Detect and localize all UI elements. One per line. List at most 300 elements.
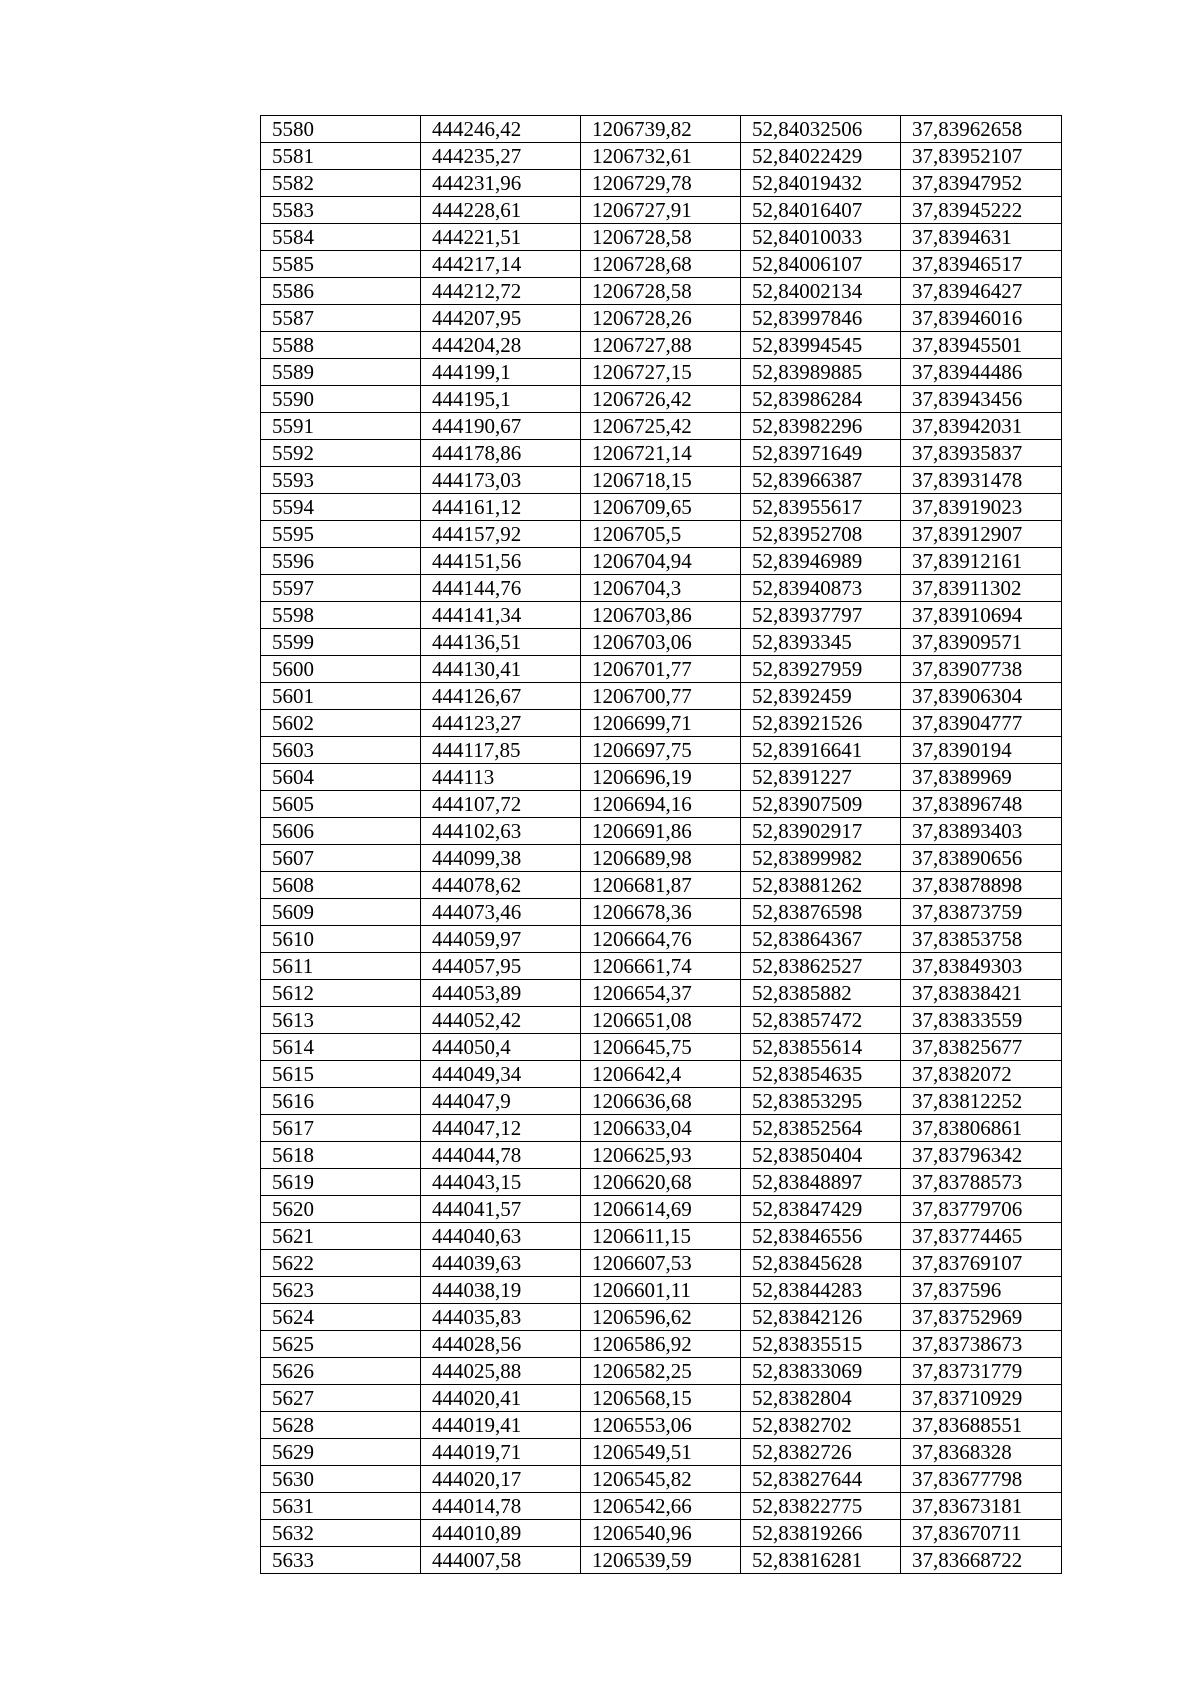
point-number-cell: 5595 <box>261 521 421 548</box>
table-row <box>261 1385 1062 1412</box>
longitude-cell: 37,83769107 <box>901 1250 1062 1277</box>
table-row <box>261 953 1062 980</box>
longitude-cell: 37,83952107 <box>901 143 1062 170</box>
x-coordinate-cell: 444144,76 <box>421 575 581 602</box>
latitude-cell: 52,8382804 <box>741 1385 901 1412</box>
point-number-cell: 5612 <box>261 980 421 1007</box>
x-coordinate-cell: 444028,56 <box>421 1331 581 1358</box>
y-coordinate-cell: 1206651,08 <box>581 1007 741 1034</box>
point-number-cell: 5598 <box>261 602 421 629</box>
latitude-cell: 52,84022429 <box>741 143 901 170</box>
latitude-cell: 52,8382726 <box>741 1439 901 1466</box>
point-number-cell: 5608 <box>261 872 421 899</box>
point-number-cell: 5592 <box>261 440 421 467</box>
latitude-cell: 52,83982296 <box>741 413 901 440</box>
point-number-cell: 5621 <box>261 1223 421 1250</box>
longitude-cell: 37,83944486 <box>901 359 1062 386</box>
latitude-cell: 52,83946989 <box>741 548 901 575</box>
longitude-cell: 37,83931478 <box>901 467 1062 494</box>
x-coordinate-cell: 444117,85 <box>421 737 581 764</box>
table-row <box>261 1493 1062 1520</box>
table-row <box>261 1547 1062 1574</box>
x-coordinate-cell: 444102,63 <box>421 818 581 845</box>
longitude-cell: 37,83893403 <box>901 818 1062 845</box>
point-number-cell: 5602 <box>261 710 421 737</box>
table-row <box>261 629 1062 656</box>
table-row <box>261 1331 1062 1358</box>
latitude-cell: 52,83827644 <box>741 1466 901 1493</box>
table-row <box>261 143 1062 170</box>
latitude-cell: 52,83937797 <box>741 602 901 629</box>
y-coordinate-cell: 1206739,82 <box>581 116 741 143</box>
longitude-cell: 37,83796342 <box>901 1142 1062 1169</box>
longitude-cell: 37,83962658 <box>901 116 1062 143</box>
longitude-cell: 37,83912907 <box>901 521 1062 548</box>
table-row <box>261 818 1062 845</box>
x-coordinate-cell: 444050,4 <box>421 1034 581 1061</box>
longitude-cell: 37,83946427 <box>901 278 1062 305</box>
longitude-cell: 37,83670711 <box>901 1520 1062 1547</box>
x-coordinate-cell: 444113 <box>421 764 581 791</box>
longitude-cell: 37,83946517 <box>901 251 1062 278</box>
table-row <box>261 926 1062 953</box>
y-coordinate-cell: 1206664,76 <box>581 926 741 953</box>
longitude-cell: 37,83946016 <box>901 305 1062 332</box>
longitude-cell: 37,83904777 <box>901 710 1062 737</box>
longitude-cell: 37,83838421 <box>901 980 1062 1007</box>
latitude-cell: 52,83854635 <box>741 1061 901 1088</box>
latitude-cell: 52,83816281 <box>741 1547 901 1574</box>
y-coordinate-cell: 1206636,68 <box>581 1088 741 1115</box>
x-coordinate-cell: 444221,51 <box>421 224 581 251</box>
table-row <box>261 1304 1062 1331</box>
table-row <box>261 1520 1062 1547</box>
longitude-cell: 37,83947952 <box>901 170 1062 197</box>
point-number-cell: 5591 <box>261 413 421 440</box>
table-row <box>261 413 1062 440</box>
y-coordinate-cell: 1206727,91 <box>581 197 741 224</box>
y-coordinate-cell: 1206704,94 <box>581 548 741 575</box>
y-coordinate-cell: 1206703,06 <box>581 629 741 656</box>
y-coordinate-cell: 1206611,15 <box>581 1223 741 1250</box>
y-coordinate-cell: 1206721,14 <box>581 440 741 467</box>
y-coordinate-cell: 1206732,61 <box>581 143 741 170</box>
y-coordinate-cell: 1206620,68 <box>581 1169 741 1196</box>
longitude-cell: 37,8390194 <box>901 737 1062 764</box>
latitude-cell: 52,83927959 <box>741 656 901 683</box>
longitude-cell: 37,83710929 <box>901 1385 1062 1412</box>
latitude-cell: 52,83864367 <box>741 926 901 953</box>
y-coordinate-cell: 1206681,87 <box>581 872 741 899</box>
longitude-cell: 37,8382072 <box>901 1061 1062 1088</box>
y-coordinate-cell: 1206727,88 <box>581 332 741 359</box>
longitude-cell: 37,83910694 <box>901 602 1062 629</box>
x-coordinate-cell: 444204,28 <box>421 332 581 359</box>
longitude-cell: 37,83833559 <box>901 1007 1062 1034</box>
latitude-cell: 52,83857472 <box>741 1007 901 1034</box>
y-coordinate-cell: 1206645,75 <box>581 1034 741 1061</box>
point-number-cell: 5624 <box>261 1304 421 1331</box>
x-coordinate-cell: 444047,12 <box>421 1115 581 1142</box>
longitude-cell: 37,83909571 <box>901 629 1062 656</box>
x-coordinate-cell: 444246,42 <box>421 116 581 143</box>
latitude-cell: 52,83899982 <box>741 845 901 872</box>
point-number-cell: 5619 <box>261 1169 421 1196</box>
x-coordinate-cell: 444039,63 <box>421 1250 581 1277</box>
coordinates-table-body <box>261 116 1062 1574</box>
latitude-cell: 52,83994545 <box>741 332 901 359</box>
table-row <box>261 467 1062 494</box>
y-coordinate-cell: 1206596,62 <box>581 1304 741 1331</box>
table-row <box>261 1196 1062 1223</box>
longitude-cell: 37,83812252 <box>901 1088 1062 1115</box>
table-row <box>261 197 1062 224</box>
longitude-cell: 37,8389969 <box>901 764 1062 791</box>
y-coordinate-cell: 1206728,58 <box>581 278 741 305</box>
point-number-cell: 5616 <box>261 1088 421 1115</box>
latitude-cell: 52,83997846 <box>741 305 901 332</box>
latitude-cell: 52,84010033 <box>741 224 901 251</box>
y-coordinate-cell: 1206642,4 <box>581 1061 741 1088</box>
latitude-cell: 52,83989885 <box>741 359 901 386</box>
y-coordinate-cell: 1206704,3 <box>581 575 741 602</box>
x-coordinate-cell: 444073,46 <box>421 899 581 926</box>
table-row <box>261 1250 1062 1277</box>
x-coordinate-cell: 444053,89 <box>421 980 581 1007</box>
longitude-cell: 37,83942031 <box>901 413 1062 440</box>
x-coordinate-cell: 444107,72 <box>421 791 581 818</box>
x-coordinate-cell: 444207,95 <box>421 305 581 332</box>
x-coordinate-cell: 444217,14 <box>421 251 581 278</box>
x-coordinate-cell: 444040,63 <box>421 1223 581 1250</box>
y-coordinate-cell: 1206725,42 <box>581 413 741 440</box>
x-coordinate-cell: 444126,67 <box>421 683 581 710</box>
point-number-cell: 5632 <box>261 1520 421 1547</box>
x-coordinate-cell: 444007,58 <box>421 1547 581 1574</box>
table-row <box>261 251 1062 278</box>
y-coordinate-cell: 1206699,71 <box>581 710 741 737</box>
table-row <box>261 1061 1062 1088</box>
latitude-cell: 52,83952708 <box>741 521 901 548</box>
table-row <box>261 656 1062 683</box>
latitude-cell: 52,8382702 <box>741 1412 901 1439</box>
latitude-cell: 52,83907509 <box>741 791 901 818</box>
x-coordinate-cell: 444025,88 <box>421 1358 581 1385</box>
point-number-cell: 5597 <box>261 575 421 602</box>
longitude-cell: 37,83906304 <box>901 683 1062 710</box>
x-coordinate-cell: 444057,95 <box>421 953 581 980</box>
x-coordinate-cell: 444099,38 <box>421 845 581 872</box>
point-number-cell: 5585 <box>261 251 421 278</box>
y-coordinate-cell: 1206549,51 <box>581 1439 741 1466</box>
latitude-cell: 52,84019432 <box>741 170 901 197</box>
x-coordinate-cell: 444038,19 <box>421 1277 581 1304</box>
longitude-cell: 37,83752969 <box>901 1304 1062 1331</box>
table-row <box>261 710 1062 737</box>
x-coordinate-cell: 444059,97 <box>421 926 581 953</box>
latitude-cell: 52,83819266 <box>741 1520 901 1547</box>
point-number-cell: 5627 <box>261 1385 421 1412</box>
y-coordinate-cell: 1206694,16 <box>581 791 741 818</box>
x-coordinate-cell: 444178,86 <box>421 440 581 467</box>
latitude-cell: 52,83846556 <box>741 1223 901 1250</box>
latitude-cell: 52,83902917 <box>741 818 901 845</box>
point-number-cell: 5590 <box>261 386 421 413</box>
x-coordinate-cell: 444043,15 <box>421 1169 581 1196</box>
y-coordinate-cell: 1206654,37 <box>581 980 741 1007</box>
table-row <box>261 1142 1062 1169</box>
y-coordinate-cell: 1206614,69 <box>581 1196 741 1223</box>
latitude-cell: 52,83966387 <box>741 467 901 494</box>
x-coordinate-cell: 444151,56 <box>421 548 581 575</box>
latitude-cell: 52,83986284 <box>741 386 901 413</box>
point-number-cell: 5584 <box>261 224 421 251</box>
longitude-cell: 37,83779706 <box>901 1196 1062 1223</box>
table-row <box>261 1223 1062 1250</box>
point-number-cell: 5606 <box>261 818 421 845</box>
point-number-cell: 5589 <box>261 359 421 386</box>
latitude-cell: 52,83921526 <box>741 710 901 737</box>
table-row <box>261 1034 1062 1061</box>
y-coordinate-cell: 1206607,53 <box>581 1250 741 1277</box>
table-row <box>261 278 1062 305</box>
x-coordinate-cell: 444020,17 <box>421 1466 581 1493</box>
latitude-cell: 52,84016407 <box>741 197 901 224</box>
longitude-cell: 37,83677798 <box>901 1466 1062 1493</box>
latitude-cell: 52,83845628 <box>741 1250 901 1277</box>
y-coordinate-cell: 1206705,5 <box>581 521 741 548</box>
longitude-cell: 37,83849303 <box>901 953 1062 980</box>
table-row <box>261 494 1062 521</box>
table-row <box>261 1169 1062 1196</box>
x-coordinate-cell: 444123,27 <box>421 710 581 737</box>
y-coordinate-cell: 1206586,92 <box>581 1331 741 1358</box>
table-row <box>261 1358 1062 1385</box>
x-coordinate-cell: 444044,78 <box>421 1142 581 1169</box>
table-row <box>261 575 1062 602</box>
longitude-cell: 37,83853758 <box>901 926 1062 953</box>
table-row <box>261 737 1062 764</box>
point-number-cell: 5588 <box>261 332 421 359</box>
point-number-cell: 5609 <box>261 899 421 926</box>
point-number-cell: 5615 <box>261 1061 421 1088</box>
y-coordinate-cell: 1206601,11 <box>581 1277 741 1304</box>
longitude-cell: 37,83878898 <box>901 872 1062 899</box>
point-number-cell: 5629 <box>261 1439 421 1466</box>
y-coordinate-cell: 1206545,82 <box>581 1466 741 1493</box>
longitude-cell: 37,83919023 <box>901 494 1062 521</box>
x-coordinate-cell: 444010,89 <box>421 1520 581 1547</box>
y-coordinate-cell: 1206727,15 <box>581 359 741 386</box>
longitude-cell: 37,83873759 <box>901 899 1062 926</box>
x-coordinate-cell: 444136,51 <box>421 629 581 656</box>
y-coordinate-cell: 1206542,66 <box>581 1493 741 1520</box>
point-number-cell: 5617 <box>261 1115 421 1142</box>
x-coordinate-cell: 444212,72 <box>421 278 581 305</box>
latitude-cell: 52,83971649 <box>741 440 901 467</box>
latitude-cell: 52,83848897 <box>741 1169 901 1196</box>
x-coordinate-cell: 444078,62 <box>421 872 581 899</box>
longitude-cell: 37,83907738 <box>901 656 1062 683</box>
latitude-cell: 52,83833069 <box>741 1358 901 1385</box>
point-number-cell: 5630 <box>261 1466 421 1493</box>
longitude-cell: 37,83673181 <box>901 1493 1062 1520</box>
y-coordinate-cell: 1206728,58 <box>581 224 741 251</box>
x-coordinate-cell: 444020,41 <box>421 1385 581 1412</box>
point-number-cell: 5613 <box>261 1007 421 1034</box>
y-coordinate-cell: 1206678,36 <box>581 899 741 926</box>
point-number-cell: 5605 <box>261 791 421 818</box>
table-row <box>261 1412 1062 1439</box>
point-number-cell: 5611 <box>261 953 421 980</box>
latitude-cell: 52,83844283 <box>741 1277 901 1304</box>
table-row <box>261 683 1062 710</box>
latitude-cell: 52,83876598 <box>741 899 901 926</box>
point-number-cell: 5614 <box>261 1034 421 1061</box>
table-row <box>261 359 1062 386</box>
longitude-cell: 37,83945222 <box>901 197 1062 224</box>
table-row <box>261 521 1062 548</box>
latitude-cell: 52,83822775 <box>741 1493 901 1520</box>
latitude-cell: 52,83842126 <box>741 1304 901 1331</box>
point-number-cell: 5587 <box>261 305 421 332</box>
table-row <box>261 305 1062 332</box>
longitude-cell: 37,83738673 <box>901 1331 1062 1358</box>
y-coordinate-cell: 1206661,74 <box>581 953 741 980</box>
point-number-cell: 5601 <box>261 683 421 710</box>
point-number-cell: 5631 <box>261 1493 421 1520</box>
y-coordinate-cell: 1206691,86 <box>581 818 741 845</box>
y-coordinate-cell: 1206728,26 <box>581 305 741 332</box>
point-number-cell: 5599 <box>261 629 421 656</box>
latitude-cell: 52,83940873 <box>741 575 901 602</box>
y-coordinate-cell: 1206540,96 <box>581 1520 741 1547</box>
y-coordinate-cell: 1206700,77 <box>581 683 741 710</box>
table-row <box>261 1439 1062 1466</box>
point-number-cell: 5610 <box>261 926 421 953</box>
longitude-cell: 37,8368328 <box>901 1439 1062 1466</box>
latitude-cell: 52,8393345 <box>741 629 901 656</box>
table-row <box>261 1115 1062 1142</box>
y-coordinate-cell: 1206625,93 <box>581 1142 741 1169</box>
longitude-cell: 37,83731779 <box>901 1358 1062 1385</box>
latitude-cell: 52,8392459 <box>741 683 901 710</box>
latitude-cell: 52,84002134 <box>741 278 901 305</box>
latitude-cell: 52,83852564 <box>741 1115 901 1142</box>
point-number-cell: 5633 <box>261 1547 421 1574</box>
x-coordinate-cell: 444035,83 <box>421 1304 581 1331</box>
table-row <box>261 899 1062 926</box>
longitude-cell: 37,837596 <box>901 1277 1062 1304</box>
latitude-cell: 52,83862527 <box>741 953 901 980</box>
point-number-cell: 5586 <box>261 278 421 305</box>
latitude-cell: 52,83850404 <box>741 1142 901 1169</box>
x-coordinate-cell: 444235,27 <box>421 143 581 170</box>
longitude-cell: 37,83911302 <box>901 575 1062 602</box>
x-coordinate-cell: 444157,92 <box>421 521 581 548</box>
y-coordinate-cell: 1206703,86 <box>581 602 741 629</box>
table-row <box>261 1466 1062 1493</box>
latitude-cell: 52,83881262 <box>741 872 901 899</box>
y-coordinate-cell: 1206697,75 <box>581 737 741 764</box>
latitude-cell: 52,83835515 <box>741 1331 901 1358</box>
x-coordinate-cell: 444141,34 <box>421 602 581 629</box>
table-row <box>261 980 1062 1007</box>
table-row <box>261 332 1062 359</box>
y-coordinate-cell: 1206728,68 <box>581 251 741 278</box>
point-number-cell: 5622 <box>261 1250 421 1277</box>
point-number-cell: 5583 <box>261 197 421 224</box>
point-number-cell: 5623 <box>261 1277 421 1304</box>
table-row <box>261 440 1062 467</box>
point-number-cell: 5607 <box>261 845 421 872</box>
x-coordinate-cell: 444195,1 <box>421 386 581 413</box>
latitude-cell: 52,84032506 <box>741 116 901 143</box>
point-number-cell: 5580 <box>261 116 421 143</box>
latitude-cell: 52,83955617 <box>741 494 901 521</box>
longitude-cell: 37,83825677 <box>901 1034 1062 1061</box>
point-number-cell: 5594 <box>261 494 421 521</box>
latitude-cell: 52,83855614 <box>741 1034 901 1061</box>
table-row <box>261 224 1062 251</box>
point-number-cell: 5600 <box>261 656 421 683</box>
table-row <box>261 764 1062 791</box>
y-coordinate-cell: 1206568,15 <box>581 1385 741 1412</box>
table-row <box>261 170 1062 197</box>
latitude-cell: 52,83853295 <box>741 1088 901 1115</box>
y-coordinate-cell: 1206553,06 <box>581 1412 741 1439</box>
point-number-cell: 5582 <box>261 170 421 197</box>
latitude-cell: 52,84006107 <box>741 251 901 278</box>
table-row <box>261 791 1062 818</box>
longitude-cell: 37,83774465 <box>901 1223 1062 1250</box>
point-number-cell: 5620 <box>261 1196 421 1223</box>
point-number-cell: 5625 <box>261 1331 421 1358</box>
y-coordinate-cell: 1206729,78 <box>581 170 741 197</box>
x-coordinate-cell: 444199,1 <box>421 359 581 386</box>
table-row <box>261 872 1062 899</box>
x-coordinate-cell: 444019,41 <box>421 1412 581 1439</box>
table-row <box>261 1088 1062 1115</box>
y-coordinate-cell: 1206582,25 <box>581 1358 741 1385</box>
y-coordinate-cell: 1206696,19 <box>581 764 741 791</box>
point-number-cell: 5581 <box>261 143 421 170</box>
x-coordinate-cell: 444161,12 <box>421 494 581 521</box>
longitude-cell: 37,83688551 <box>901 1412 1062 1439</box>
table-row <box>261 1007 1062 1034</box>
table-row <box>261 116 1062 143</box>
longitude-cell: 37,83890656 <box>901 845 1062 872</box>
latitude-cell: 52,83847429 <box>741 1196 901 1223</box>
x-coordinate-cell: 444190,67 <box>421 413 581 440</box>
x-coordinate-cell: 444019,71 <box>421 1439 581 1466</box>
table-row <box>261 602 1062 629</box>
longitude-cell: 37,83668722 <box>901 1547 1062 1574</box>
x-coordinate-cell: 444173,03 <box>421 467 581 494</box>
latitude-cell: 52,8391227 <box>741 764 901 791</box>
y-coordinate-cell: 1206718,15 <box>581 467 741 494</box>
x-coordinate-cell: 444228,61 <box>421 197 581 224</box>
point-number-cell: 5628 <box>261 1412 421 1439</box>
point-number-cell: 5596 <box>261 548 421 575</box>
longitude-cell: 37,83943456 <box>901 386 1062 413</box>
coordinates-table <box>260 115 1062 1574</box>
x-coordinate-cell: 444049,34 <box>421 1061 581 1088</box>
longitude-cell: 37,83896748 <box>901 791 1062 818</box>
latitude-cell: 52,83916641 <box>741 737 901 764</box>
longitude-cell: 37,83806861 <box>901 1115 1062 1142</box>
table-row <box>261 548 1062 575</box>
